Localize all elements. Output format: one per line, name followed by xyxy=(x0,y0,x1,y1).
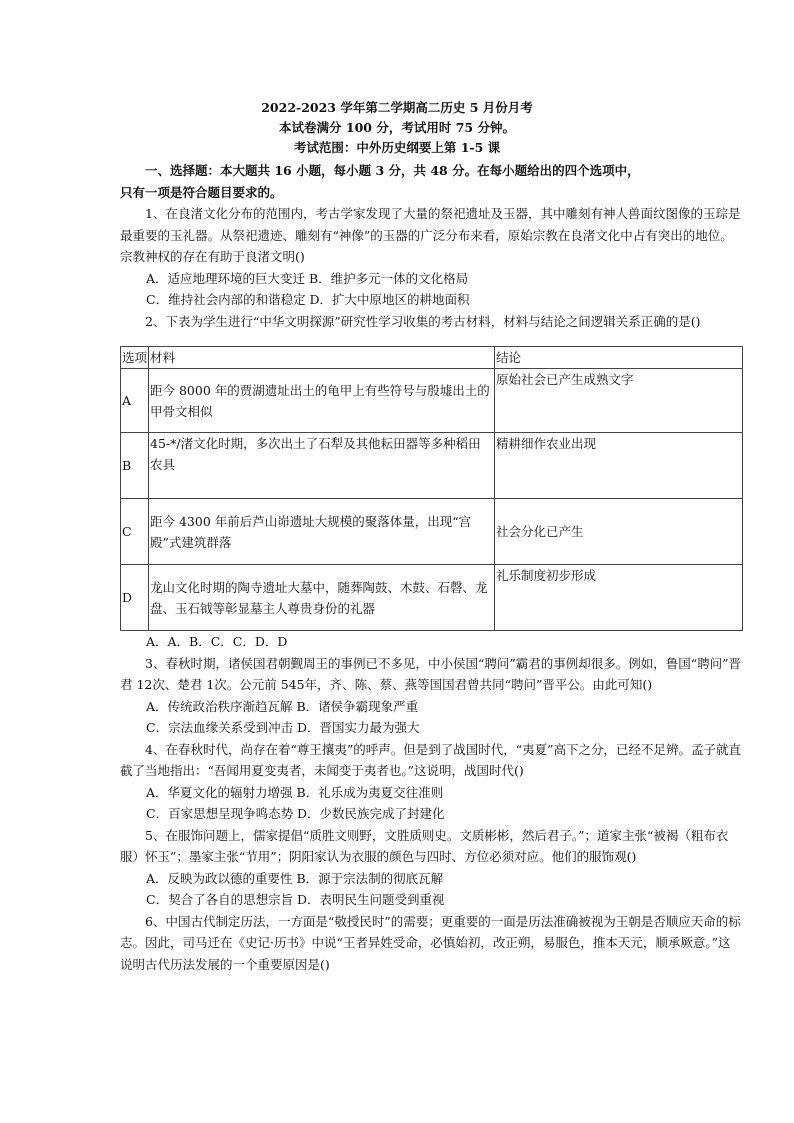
question-5-options-cd: C．契合了各自的思想宗旨 D．表明民生问题受到重视 xyxy=(146,892,445,907)
row-material: 龙山文化时期的陶寺遗址大墓中，随葬陶鼓、木鼓、石磬、龙盘、玉石钺等彰显墓主人尊贵身份的礼器 xyxy=(149,565,495,631)
question-4-options-cd: C．百家思想呈现争鸣态势 D．少数民族完成了封建化 xyxy=(146,806,445,821)
question-6-stem: 6、中国古代制定历法，一方面是“敬授民时”的需要；更重要的一面是历法准确被视为王朝是否顺应天命的标志。因此，司马迁在《史记·历书》中说“王者异姓受命，必慎始初，改正朔，易服色，推本天元，顺承厥意。”这说明古代历法发展的一个重要原因是() xyxy=(120,913,741,972)
row-option: D xyxy=(121,565,149,631)
question-2-table xyxy=(120,346,743,631)
question-3-options-cd: C．宗法血缘关系受到冲击 D．晋国实力最为强大 xyxy=(146,720,420,735)
row-material: 距今 4300 年前后芦山峁遗址大规模的聚落体量，出现“宫殿”式建筑群落 xyxy=(149,499,495,565)
question-2-stem: 2、下表为学生进行“中华文明探源”研究性学习收集的考古材料，材料与结论之间逻辑关系正确的是() xyxy=(145,313,701,329)
table-row xyxy=(121,499,743,565)
row-conclusion: 礼乐制度初步形成 xyxy=(495,565,743,631)
row-conclusion: 原始社会已产生成熟文字 xyxy=(495,369,743,433)
table-header-option: 选项 xyxy=(121,347,149,369)
questions-block-bottom xyxy=(120,631,742,975)
row-option: C xyxy=(121,499,149,565)
exam-scope: 考试范围：中外历史纲要上第 1-5 课 xyxy=(293,140,501,155)
exam-title: 2022-2023 学年第二学期高二历史 5 月份月考 xyxy=(261,100,533,115)
question-4-stem: 4、在春秋时代，尚存在着“尊王攘夷”的呼声。但是到了战国时代，“夷夏”高下之分，已经不足辨。孟子就直截了当地指出：“吾闻用夏变夷者，未闻变于夷者也。”这说明，战国时代() xyxy=(120,741,742,778)
table-header-row xyxy=(121,347,743,369)
table-header-conclusion: 结论 xyxy=(495,347,743,369)
question-1-stem: 1、在良渚文化分布的范围内，考古学家发现了大量的祭祀遗址及玉器，其中雕刻有神人兽面纹图像的玉琮是最重要的玉礼器。从祭祀遗迹、雕刻有“神像”的玉器的广泛分布来看，原始宗教在良渚文化中占有突出的地位。宗教神权的存在有助于良渚文明() xyxy=(120,206,741,264)
table-row xyxy=(121,565,743,631)
question-1-options-cd: C．维持社会内部的和谐稳定 D．扩大中原地区的耕地面积 xyxy=(146,292,470,307)
row-material: 距今 8000 年的贾湖遗址出土的龟甲上有些符号与殷墟出土的甲骨文相似 xyxy=(149,369,495,433)
row-material: 45-*/渚文化时期，多次出土了石犁及其他耘田器等多种稻田农具 xyxy=(149,433,495,499)
question-5-stem: 5、在服饰问题上，儒家提倡“质胜文则野，文胜质则史。文质彬彬，然后君子。”；道家主张“被褐（粗布衣服）怀玉”；墨家主张“节用”；阴阳家认为衣服的颜色与四时、方位必须对应。他们的服饰观() xyxy=(120,827,729,864)
table-row xyxy=(121,369,743,433)
row-option: B xyxy=(121,433,149,499)
section-intro: 一、选择题：本大题共 16 小题，每小题 3 分，共 48 分。在每小题给出的四个选项中， xyxy=(145,163,640,178)
row-option: A xyxy=(121,369,149,433)
section-intro-cont: 只有一项是符合题目要求的。 xyxy=(120,184,283,200)
question-3-options-ab: A．传统政治秩序渐趋瓦解 B．诸侯争霸现象严重 xyxy=(146,698,419,714)
question-1-options-ab: A．适应地理环境的巨大变迁 B．维护多元一体的文化格局 xyxy=(146,270,469,286)
exam-subtitle: 本试卷满分 100 分，考试用时 75 分钟。 xyxy=(279,120,515,135)
question-5-options-ab: A．反映为政以德的重要性 B．源于宗法制的彻底瓦解 xyxy=(146,870,444,886)
row-conclusion: 精耕细作农业出现 xyxy=(495,433,743,499)
row-conclusion: 社会分化已产生 xyxy=(495,499,743,565)
table-row xyxy=(121,433,743,499)
question-4-options-ab: A．华夏文化的辐射力增强 B．礼乐成为夷夏交往准则 xyxy=(146,784,444,800)
question-2-options: A．A．B．C．C．D．D xyxy=(146,634,288,649)
question-3-stem: 3、春秋时期，诸侯国君朝觐周王的事例已不多见，中小侯国“聘问”霸君的事例却很多。例如，鲁国“聘问”晋君 12次、楚君 1次。公元前 545年，齐、陈、蔡、燕等国国君曾共同“聘问”晋平公。由此可知() xyxy=(120,655,742,692)
questions-block-top xyxy=(120,160,742,332)
table-header-material: 材料 xyxy=(149,347,495,369)
